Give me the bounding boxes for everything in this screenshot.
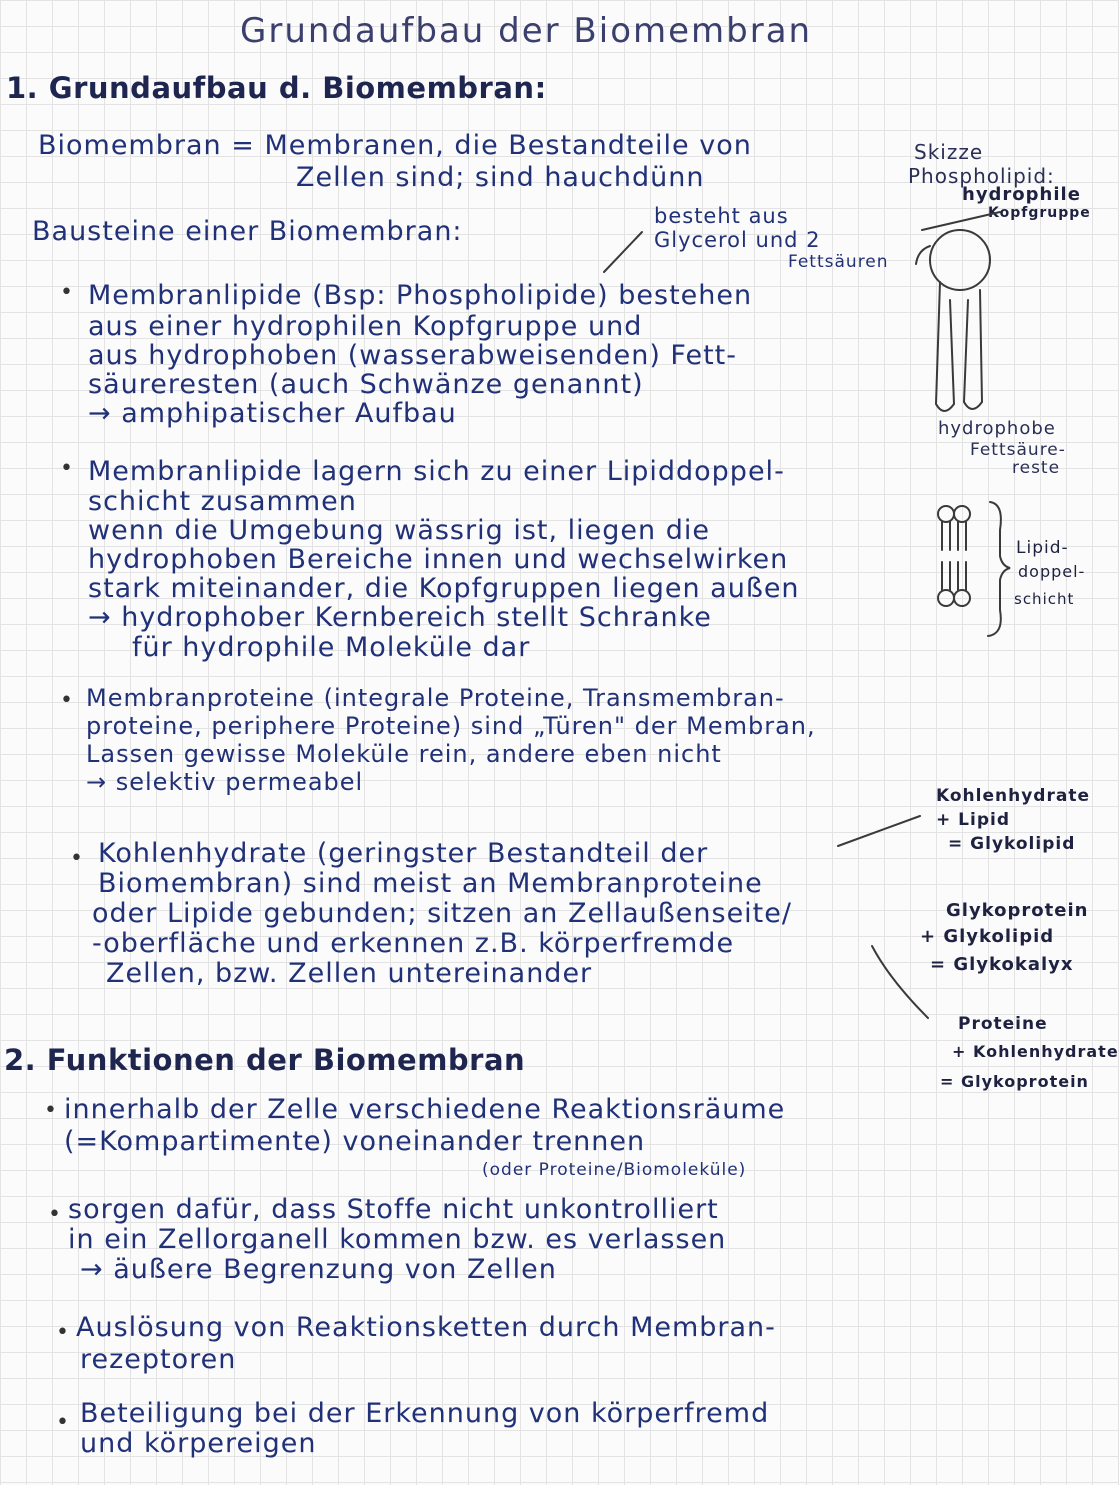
bullet2-line2: schicht zusammen [88,486,357,517]
bullet1-line2: aus einer hydrophilen Kopfgruppe und [88,311,643,342]
sidebar-lipid-2: doppel- [1018,562,1086,581]
s2-bullet3-line1: Auslösung von Reaktionsketten durch Membran- [76,1312,776,1343]
bullet-dot: • [48,1202,61,1227]
bullet2-line3: wenn die Umgebung wässrig ist, liegen die [88,515,710,546]
bullet3-line3: Lassen gewisse Moleküle rein, andere eben nicht [86,740,722,768]
sidebar-glykoprotein-3: = Glykoprotein [940,1072,1089,1091]
s2-bullet2-line1: sorgen dafür, dass Stoffe nicht unkontrolliert [68,1194,719,1225]
s2-bullet2-line3: → äußere Begrenzung von Zellen [80,1254,557,1285]
sidebar-reste: reste [1012,458,1061,478]
glycerol-pointer-line [604,232,642,272]
sidebar-hydrophile: hydrophile [962,184,1081,205]
bullet1-line5: → amphipatischer Aufbau [88,398,457,429]
bullet2-line1: Membranlipide lagern sich zu einer Lipiddoppel- [88,456,785,487]
glycerol-note-line1: besteht aus [654,204,789,228]
fatty-acid-tail-icon [964,290,982,409]
glycerol-note-line3: Fettsäuren [788,252,889,272]
bullet-dot: • [60,280,73,305]
sidebar-glykokalyx-1: Glykoprotein [946,900,1089,921]
lipid-head-icon [954,506,970,522]
page-title: Grundaufbau der Biomembran [240,11,813,51]
sidebar-glykolipid-2: + Lipid [936,810,1010,830]
sidebar-lipid-3: schicht [1014,590,1075,608]
lipid-head-icon [954,590,970,606]
sidebar-kopfgruppe: Kopfgruppe [988,205,1091,221]
bullet4-line4: -oberfläche und erkennen z.B. körperfremde [92,928,735,959]
bullet2-line4: hydrophoben Bereiche innen und wechselwirken [88,544,789,575]
sidebar-glykoprotein-1: Proteine [958,1014,1048,1034]
bullet4-line1: Kohlenhydrate (geringster Bestandteil der [98,838,709,869]
bullet3-line2: proteine, periphere Proteine) sind „Türen" der Membran, [86,712,816,740]
brace-icon [988,502,1010,636]
sidebar-lipid-1: Lipid- [1016,538,1069,558]
bullet1-line4: säureresten (auch Schwänze genannt) [88,369,644,400]
section1-heading: 1. Grundaufbau d. Biomembran: [6,71,547,105]
s2-bullet1-line2: (=Kompartimente) voneinander trennen [64,1126,646,1157]
fatty-acid-tail-icon [936,282,954,411]
bullet-dot: • [56,1410,69,1435]
bullet4-line5: Zellen, bzw. Zellen untereinander [106,958,593,989]
lipid-head-icon [938,590,954,606]
section2-heading: 2. Funktionen der Biomembran [4,1043,526,1077]
s2-bullet2-line2: in ein Zellorganell kommen bzw. es verlassen [68,1224,727,1255]
definition-line1: Biomembran = Membranen, die Bestandteile von [38,130,752,161]
bullet-dot: • [60,456,73,481]
bullet1-line3: aus hydrophoben (wasserabweisenden) Fett- [88,340,738,371]
bullet-dot: • [44,1098,57,1123]
bausteine-label: Bausteine einer Biomembran: [32,216,463,247]
glykolipid-pointer-line [838,816,920,846]
sidebar-glykolipid-3: = Glykolipid [948,834,1076,854]
bullet2-line5: stark miteinander, die Kopfgruppen liegen außen [88,573,800,604]
sidebar-glykolipid-1: Kohlenhydrate [936,786,1090,806]
sidebar-glykokalyx-3: = Glykokalyx [930,954,1074,975]
bullet4-line3: oder Lipide gebunden; sitzen an Zellaußenseite/ [92,898,792,929]
sidebar-hydrophobe: hydrophobe [938,418,1056,439]
sidebar-glykokalyx-2: + Glykolipid [920,926,1055,947]
sidebar-phospholipid: Phospholipid: [908,164,1055,188]
sidebar-glykoprotein-2: + Kohlenhydrate [952,1042,1119,1061]
bullet4-line2: Biomembran) sind meist an Membranproteine [98,868,763,899]
bullet2-line7: für hydrophile Moleküle dar [132,632,531,663]
glycerol-note-line2: Glycerol und 2 [654,228,821,252]
phospholipid-head-icon [930,230,990,290]
sidebar-fettsaeure: Fettsäure- [970,440,1066,460]
s2-bullet4-line1: Beteiligung bei der Erkennung von körperfremd [80,1398,770,1429]
glykoprotein-pointer-line [872,946,928,1018]
s2-bullet3-line2: rezeptoren [80,1344,237,1375]
definition-line2: Zellen sind; sind hauchdünn [296,162,705,193]
s2-note: (oder Proteine/Biomoleküle) [482,1160,747,1180]
sidebar-skizze: Skizze [914,140,984,164]
bullet3-line1: Membranproteine (integrale Proteine, Transmembran- [86,684,785,712]
bullet-dot: • [56,1320,69,1345]
s2-bullet4-line2: und körpereigen [80,1428,317,1459]
s2-bullet1-line1: innerhalb der Zelle verschiedene Reaktionsräume [64,1094,786,1125]
bullet-dot: • [70,846,83,871]
bullet-dot: • [60,688,73,713]
bullet2-line6: → hydrophober Kernbereich stellt Schranke [88,602,712,633]
bullet1-line1: Membranlipide (Bsp: Phospholipide) bestehen [88,280,753,311]
lipid-head-icon [938,506,954,522]
bullet3-line4: → selektiv permeabel [86,768,364,796]
